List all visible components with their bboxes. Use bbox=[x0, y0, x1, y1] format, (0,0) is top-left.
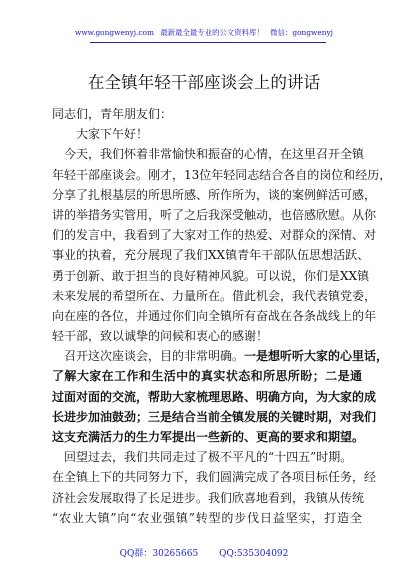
greeting-line: 大家下午好！ bbox=[76, 127, 149, 142]
body-line: 未来发展的希望所在、力量所在。借此机会，我代表镇党委， bbox=[52, 288, 377, 303]
body-line: 分享了扎根基层的所思所感、所作所为，谈的案例鲜活可感， bbox=[52, 187, 377, 202]
body-text: 召开这次座谈会，目的非常明确。 bbox=[64, 349, 245, 364]
footer-qq-group: QQ群：30265665 bbox=[119, 549, 199, 559]
header-wechat: 微信：gongwenyj bbox=[270, 28, 333, 37]
body-line: 勇于创新、敢于担当的良好精神风貌。可以说，你们是XX镇 bbox=[52, 268, 370, 283]
body-line: 在全镇上下的共同努力下，我们圆满完成了各项目标任务，经 bbox=[52, 470, 377, 485]
page-header bbox=[0, 26, 408, 40]
body-line: “农业大镇”向“农业强镇”转型的步伐日益坚实，打造全 bbox=[52, 510, 362, 525]
body-line: 们的发言中，我看到了大家对工作的热爱、对群众的深情、对 bbox=[52, 228, 377, 243]
body-line: 济社会发展取得了长足进步。我们欣喜地看到，我镇从传统 bbox=[52, 490, 365, 505]
bold-line: 过面对面的交流，帮助大家梳理思路、明确方向，为大家的成 bbox=[52, 389, 377, 404]
body-line: 今天，我们怀着非常愉快和振奋的心情，在这里召开全镇 bbox=[64, 147, 365, 162]
body-line-mixed bbox=[52, 346, 389, 366]
page-footer bbox=[0, 546, 408, 559]
body-line: 轻干部，致以诚挚的问候和衷心的感谢！ bbox=[52, 329, 269, 344]
bold-text: 一是想听听大家的心里话， bbox=[244, 349, 389, 364]
header-slogan: 最新最全最专业的公文资料库！ bbox=[160, 28, 264, 37]
body-line: 年轻干部座谈会。刚才，13位年轻同志结合各自的岗位和经历， bbox=[52, 167, 392, 182]
header-divider bbox=[90, 42, 326, 43]
salutation-line: 同志们，青年朋友们： bbox=[52, 107, 173, 121]
body-line: 讲的举措务实管用，听了之后我深受触动，也倍感欣慰。从你 bbox=[52, 207, 377, 222]
bold-line: 长进步加油鼓劲；三是结合当前全镇发展的关键时期，对我们 bbox=[52, 409, 377, 424]
bold-line: 了解大家在工作和生活中的真实状态和所思所盼；二是通 bbox=[52, 369, 362, 384]
header-site-link[interactable]: www.gongwenyj.com bbox=[75, 28, 154, 37]
body-line: 事业的执着，充分展现了我们XX镇青年干部队伍思想活跃、 bbox=[52, 248, 370, 263]
bold-line: 这支充满活力的生力军提出一些新的、更高的要求和期望。 bbox=[52, 430, 365, 444]
footer-qq: QQ:535304092 bbox=[219, 549, 289, 559]
body-line: 向在座的各位，并通过你们向全镇所有奋战在各条战线上的年 bbox=[52, 308, 377, 323]
document-title: 在全镇年轻干部座谈会上的讲话 bbox=[87, 73, 321, 92]
document-body bbox=[52, 104, 392, 528]
body-line: 回望过去，我们共同走过了极不平凡的“十四五”时期。 bbox=[64, 450, 353, 465]
